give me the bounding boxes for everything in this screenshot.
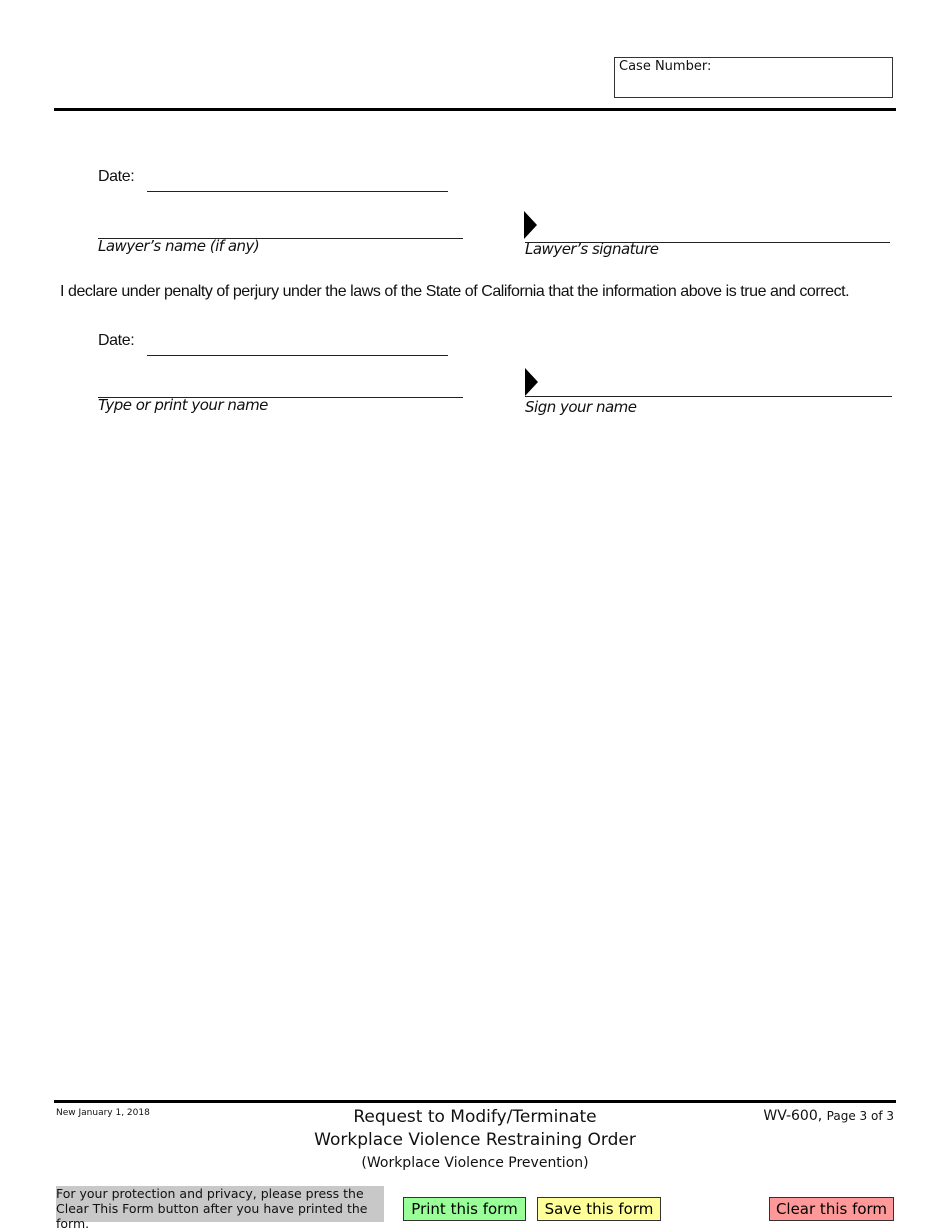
- signature-arrow-icon: [525, 368, 538, 396]
- signer-date-label: Date:: [98, 332, 135, 349]
- signer-signature-caption: Sign your name: [525, 398, 637, 416]
- revision-date: New January 1, 2018: [56, 1108, 150, 1118]
- header-divider: [54, 108, 896, 111]
- form-number: [700, 1108, 894, 1124]
- lawyer-signature-caption: Lawyer’s signature: [525, 240, 659, 258]
- lawyer-date-label: Date:: [98, 168, 135, 185]
- signature-arrow-icon: [524, 211, 537, 239]
- clear-button[interactable]: Clear this form: [769, 1197, 894, 1221]
- form-title-line3: (Workplace Violence Prevention): [361, 1155, 589, 1171]
- signer-name-input[interactable]: [98, 375, 463, 398]
- form-number-code: WV-600,: [763, 1108, 823, 1124]
- save-button[interactable]: Save this form: [537, 1197, 661, 1221]
- form-title: [300, 1106, 650, 1174]
- case-number-input[interactable]: [619, 73, 888, 95]
- case-number-box: [614, 57, 893, 98]
- signer-name-caption: Type or print your name: [98, 396, 268, 414]
- lawyer-name-caption: Lawyer’s name (if any): [98, 237, 260, 255]
- perjury-declaration: I declare under penalty of perjury under the laws of the State of California that the information above is true and correct.: [60, 283, 850, 300]
- form-title-line2: Workplace Violence Restraining Order: [314, 1130, 636, 1150]
- signer-signature-line[interactable]: [525, 396, 892, 397]
- signer-date-input[interactable]: [147, 334, 448, 356]
- privacy-notice: For your protection and privacy, please press the Clear This Form button after you have printed the form.: [56, 1186, 384, 1222]
- case-number-label: Case Number:: [619, 59, 712, 74]
- lawyer-name-input[interactable]: [98, 216, 463, 239]
- page-indicator: Page 3 of 3: [826, 1109, 894, 1123]
- print-button[interactable]: Print this form: [403, 1197, 526, 1221]
- footer-divider: [54, 1100, 896, 1103]
- form-title-line1: Request to Modify/Terminate: [353, 1107, 597, 1127]
- lawyer-date-input[interactable]: [147, 170, 448, 192]
